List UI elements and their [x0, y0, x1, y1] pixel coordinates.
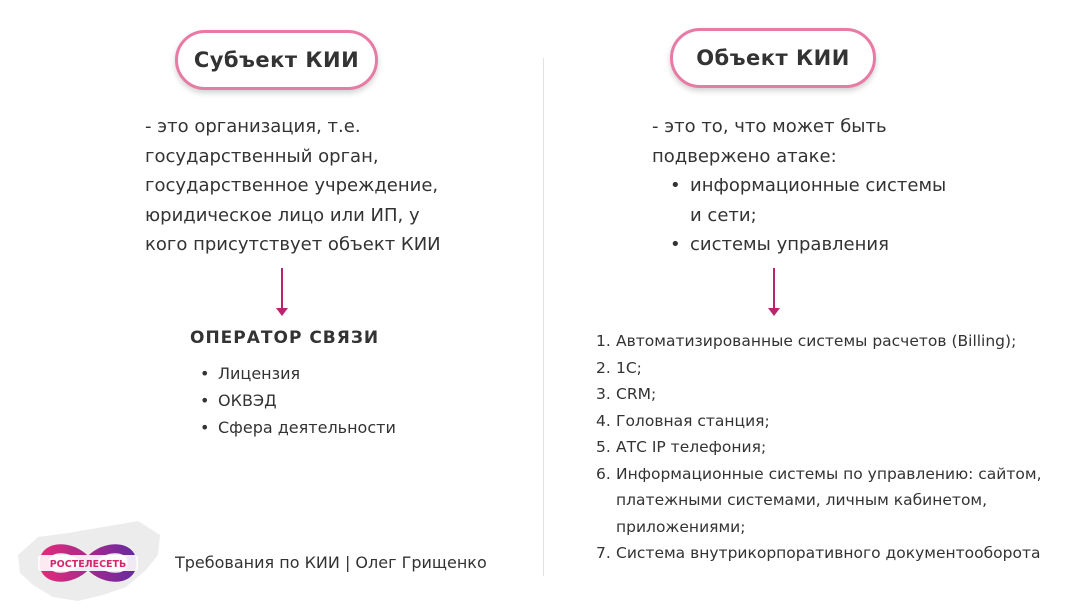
object-kii-heading — [670, 28, 876, 88]
list-item — [596, 381, 1066, 408]
subject-description-line: кого присутствует объект КИИ — [145, 234, 441, 255]
list-item-number: 3. — [596, 385, 611, 403]
list-item-number: 7. — [596, 544, 611, 562]
footer-caption: Требования по КИИ | Олег Грищенко — [175, 553, 487, 572]
subject-description — [145, 112, 465, 260]
list-item-number: 4. — [596, 411, 611, 430]
subject-kii-heading — [175, 30, 378, 90]
list-item-text: Автоматизированные системы расчетов (Billing); — [616, 332, 1017, 350]
down-arrow-icon — [768, 268, 780, 316]
subject-description-line: - это организация, т.е. — [145, 116, 361, 137]
object-numbered-list — [596, 328, 1066, 567]
list-item-number: 5. — [596, 438, 611, 456]
list-item-text: Информационные системы по управлению: сайтом, платежными системами, личным кабинетом, приложениями; — [616, 464, 1042, 536]
subject-description-line: государственный орган, — [145, 145, 379, 167]
operator-list — [200, 360, 396, 441]
object-description-line: подвержено атаке: — [652, 145, 837, 167]
subject-description-line: государственное учреждение, — [145, 175, 439, 196]
list-item-text: Система внутрикорпоративного документооборота — [616, 544, 1041, 562]
logo-text: РОСТЕЛЕСЕТЬ — [49, 559, 127, 570]
list-item-number: 1. — [596, 332, 611, 350]
operator-list-item: • ОКВЭД — [200, 387, 396, 414]
object-bullet-info-systems: • информационные системы — [652, 171, 982, 201]
down-arrow-icon — [276, 268, 288, 316]
list-item-number: 2. — [596, 358, 611, 377]
list-item — [596, 540, 1066, 567]
list-item — [596, 434, 1066, 461]
list-item-text: АТС IP телефония; — [616, 438, 767, 456]
object-description-line: - это то, что может быть — [652, 116, 887, 137]
operator-title: ОПЕРАТОР СВЯЗИ — [190, 328, 380, 348]
list-item — [596, 355, 1066, 382]
object-bullet-info-systems-continued: и сети; — [690, 204, 757, 226]
list-item-number: 6. — [596, 464, 611, 483]
object-kii-heading-text: Объект КИИ — [696, 46, 850, 70]
operator-list-item: • Лицензия — [200, 360, 396, 387]
list-item-text: Головная станция; — [616, 411, 770, 430]
list-item — [596, 408, 1066, 435]
list-item — [596, 328, 1066, 355]
rostelecet-logo — [8, 515, 168, 607]
operator-list-item: • Сфера деятельности — [200, 414, 396, 441]
column-divider — [543, 58, 544, 576]
subject-kii-heading-text: Субъект КИИ — [193, 48, 360, 72]
object-description — [652, 112, 982, 260]
object-bullet-control-systems: • системы управления — [652, 230, 982, 260]
subject-description-line: юридическое лицо или ИП, у — [145, 204, 420, 226]
list-item — [596, 461, 1066, 541]
list-item-text: CRM; — [616, 385, 657, 403]
list-item-text: 1С; — [616, 358, 642, 377]
